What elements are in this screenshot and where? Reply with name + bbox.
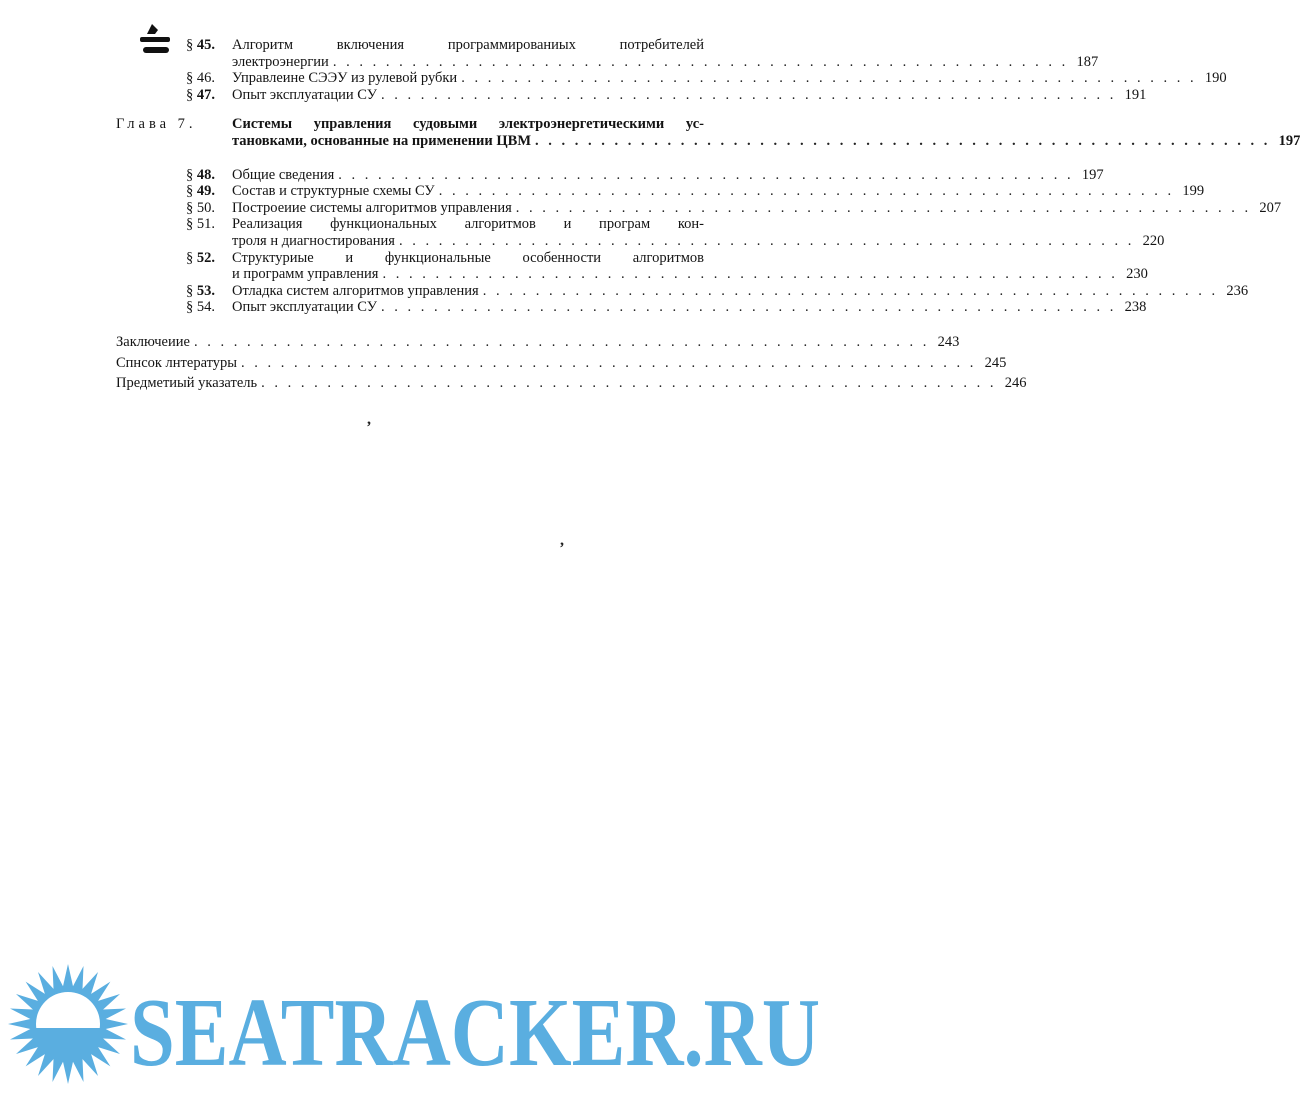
sun-logo-icon xyxy=(8,964,128,1084)
watermark-text: SEATRACKER.RU xyxy=(130,979,820,1087)
page-number: 243 xyxy=(937,333,960,350)
dot-leader: . . . . . . . . . . . . . . . . . . . . . . . . . . . . . . . . . . . . . . . . . . . . . . . . . . . . . . . . xyxy=(382,266,1118,283)
entry-title-line: тановками, основанные на применении ЦВМ xyxy=(232,132,532,149)
page-number: 187 xyxy=(1076,53,1099,70)
toc-chapter-entry xyxy=(116,116,1300,149)
entry-title-line: Реализация функциональных алгоритмов и програм кон- xyxy=(232,216,704,233)
page-number: 191 xyxy=(1124,86,1147,103)
dot-leader: . . . . . . . . . . . . . . . . . . . . . . . . . . . . . . . . . . . . . . . . . . . . . . . . . . . . . . . . xyxy=(398,232,1135,249)
entry-title-line: Опыт эксплуатации СУ xyxy=(232,86,377,103)
entry-title-line: Системы управления судовыми электроэнергетическими ус- xyxy=(232,116,704,133)
section-number xyxy=(186,70,232,87)
chapter-entry xyxy=(116,116,1300,149)
section-number xyxy=(186,37,232,54)
toc-section-entry xyxy=(186,183,1205,200)
dot-leader: . . . . . . . . . . . . . . . . . . . . . . . . . . . . . . . . . . . . . . . . . . . . . . . . . . . . . . . . xyxy=(482,282,1219,299)
dot-leader: . . . . . . . . . . . . . . . . . . . . . . . . . . . . . . . . . . . . . . . . . . . . . . . . . . . . . . . . xyxy=(381,299,1117,316)
entry-title-line: Общие сведения xyxy=(232,166,335,183)
dot-leader: . . . . . . . . . . . . . . . . . . . . . . . . . . . . . . . . . . . . . . . . . . . . . . . . . . . . . . . . xyxy=(461,70,1197,87)
toc-section-entry xyxy=(186,282,1249,300)
section-symbol: § xyxy=(186,216,194,233)
section-symbol: § xyxy=(186,37,194,53)
toc-endmatter-entry xyxy=(116,375,1027,392)
section-num: 54. xyxy=(196,299,215,316)
toc-section-entry xyxy=(186,216,1165,249)
section-number xyxy=(186,250,232,267)
section-symbol: § xyxy=(186,282,194,299)
page-number: 199 xyxy=(1182,183,1205,200)
toc-section-entry xyxy=(186,166,1104,184)
endmatter-title: Заключеиие xyxy=(116,333,190,350)
section-num: 45. xyxy=(196,37,215,53)
page-number: 245 xyxy=(984,354,1007,371)
toc-section-entry xyxy=(186,86,1147,104)
dot-leader: . . . . . . . . . . . . . . . . . . . . . . . . . . . . . . . . . . . . . . . . . . . . . . . . . . . . . . . . xyxy=(515,199,1252,216)
section-num: 53. xyxy=(196,282,215,299)
toc-endmatter-entry xyxy=(116,333,960,351)
section-num: 46. xyxy=(196,70,215,87)
section-number xyxy=(186,183,232,200)
toc-section-entry xyxy=(186,199,1282,217)
section-number xyxy=(186,87,232,104)
scan-speck: , xyxy=(560,532,564,549)
page-number: 190 xyxy=(1204,70,1227,87)
entry-title-line: троля н диагностирования xyxy=(232,232,395,249)
section-symbol: § xyxy=(186,249,194,266)
section-num: 47. xyxy=(196,86,215,103)
dot-leader: . . . . . . . . . . . . . . . . . . . . . . . . . . . . . . . . . . . . . . . . . . . . . . . . . . . . . . . . xyxy=(535,132,1271,149)
entry-title-line: Алгоритм включения программированиых потребителей xyxy=(232,37,704,53)
page-number: 197 xyxy=(1278,132,1300,149)
section-group-a xyxy=(116,37,1227,103)
section-number xyxy=(186,167,232,184)
section-symbol: § xyxy=(186,183,194,200)
section-symbol: § xyxy=(186,199,194,216)
section-number xyxy=(186,283,232,300)
section-number xyxy=(186,216,232,233)
section-num: 48. xyxy=(196,166,215,183)
section-symbol: § xyxy=(186,299,194,316)
entry-title-line: Отладка систем алгоритмов управления xyxy=(232,282,479,299)
section-num: 49. xyxy=(196,183,215,200)
entry-title-line: и программ управления xyxy=(232,266,379,283)
toc-endmatter-entry xyxy=(116,354,1007,372)
scan-speck: , xyxy=(367,411,371,428)
entry-title-line: Опыт эксплуатации СУ xyxy=(232,299,377,316)
page-number: 207 xyxy=(1259,199,1282,216)
dot-leader: . . . . . . . . . . . . . . . . . . . . . . . . . . . . . . . . . . . . . . . . . . . . . . . . . . . . . . . . xyxy=(338,166,1074,183)
toc-section-entry xyxy=(186,249,1148,283)
endmatter-title: Спнсок лнтературы xyxy=(116,354,238,371)
entry-title-line: Построеиие системы алгоритмов управления xyxy=(232,199,512,216)
entry-title-line: Структуриые и функциональные особенности алгоритмов xyxy=(232,249,704,266)
toc-section-entry xyxy=(186,37,1099,70)
section-symbol: § xyxy=(186,86,194,103)
section-symbol: § xyxy=(186,166,194,183)
page-number: 197 xyxy=(1081,166,1104,183)
section-num: 50. xyxy=(196,199,215,216)
section-number xyxy=(186,299,232,316)
page-number: 238 xyxy=(1124,299,1147,316)
entry-title-line: Управлеине СЭЭУ из рулевой рубки xyxy=(232,70,458,87)
chapter-label: Глава 7. xyxy=(116,116,197,133)
page-number: 230 xyxy=(1126,266,1148,283)
dot-leader: . . . . . . . . . . . . . . . . . . . . . . . . . . . . . . . . . . . . . . . . . . . . . . . . . . . . . . . . xyxy=(332,53,1069,70)
dot-leader: . . . . . . . . . . . . . . . . . . . . . . . . . . . . . . . . . . . . . . . . . . . . . . . . . . . . . . . . xyxy=(438,183,1175,200)
toc-section-entry xyxy=(186,70,1227,87)
endmatter-group xyxy=(116,333,1027,392)
entry-title-line: Состав и структурные схемы СУ xyxy=(232,183,435,200)
section-num: 52. xyxy=(196,249,215,266)
entry-title-line: электроэнергии xyxy=(232,53,329,70)
seatracker-watermark xyxy=(10,972,823,1087)
section-symbol: § xyxy=(186,70,194,87)
page-number: 236 xyxy=(1226,282,1249,299)
toc-section-entry xyxy=(186,299,1147,316)
dot-leader: . . . . . . . . . . . . . . . . . . . . . . . . . . . . . . . . . . . . . . . . . . . . . . . . . . . . . . . . xyxy=(241,354,977,371)
dot-leader: . . . . . . . . . . . . . . . . . . . . . . . . . . . . . . . . . . . . . . . . . . . . . . . . . . . . . . . . xyxy=(261,375,997,392)
section-group-b xyxy=(116,166,1282,316)
table-of-contents xyxy=(116,37,1300,392)
dot-leader: . . . . . . . . . . . . . . . . . . . . . . . . . . . . . . . . . . . . . . . . . . . . . . . . . . . . . . . . xyxy=(193,333,930,350)
page-number: 220 xyxy=(1142,232,1165,249)
page-number: 246 xyxy=(1004,375,1027,392)
section-number xyxy=(186,200,232,217)
endmatter-title: Предметиый указатель xyxy=(116,375,258,392)
section-num: 51. xyxy=(196,216,215,233)
dot-leader: . . . . . . . . . . . . . . . . . . . . . . . . . . . . . . . . . . . . . . . . . . . . . . . . . . . . . . . . xyxy=(381,86,1117,103)
